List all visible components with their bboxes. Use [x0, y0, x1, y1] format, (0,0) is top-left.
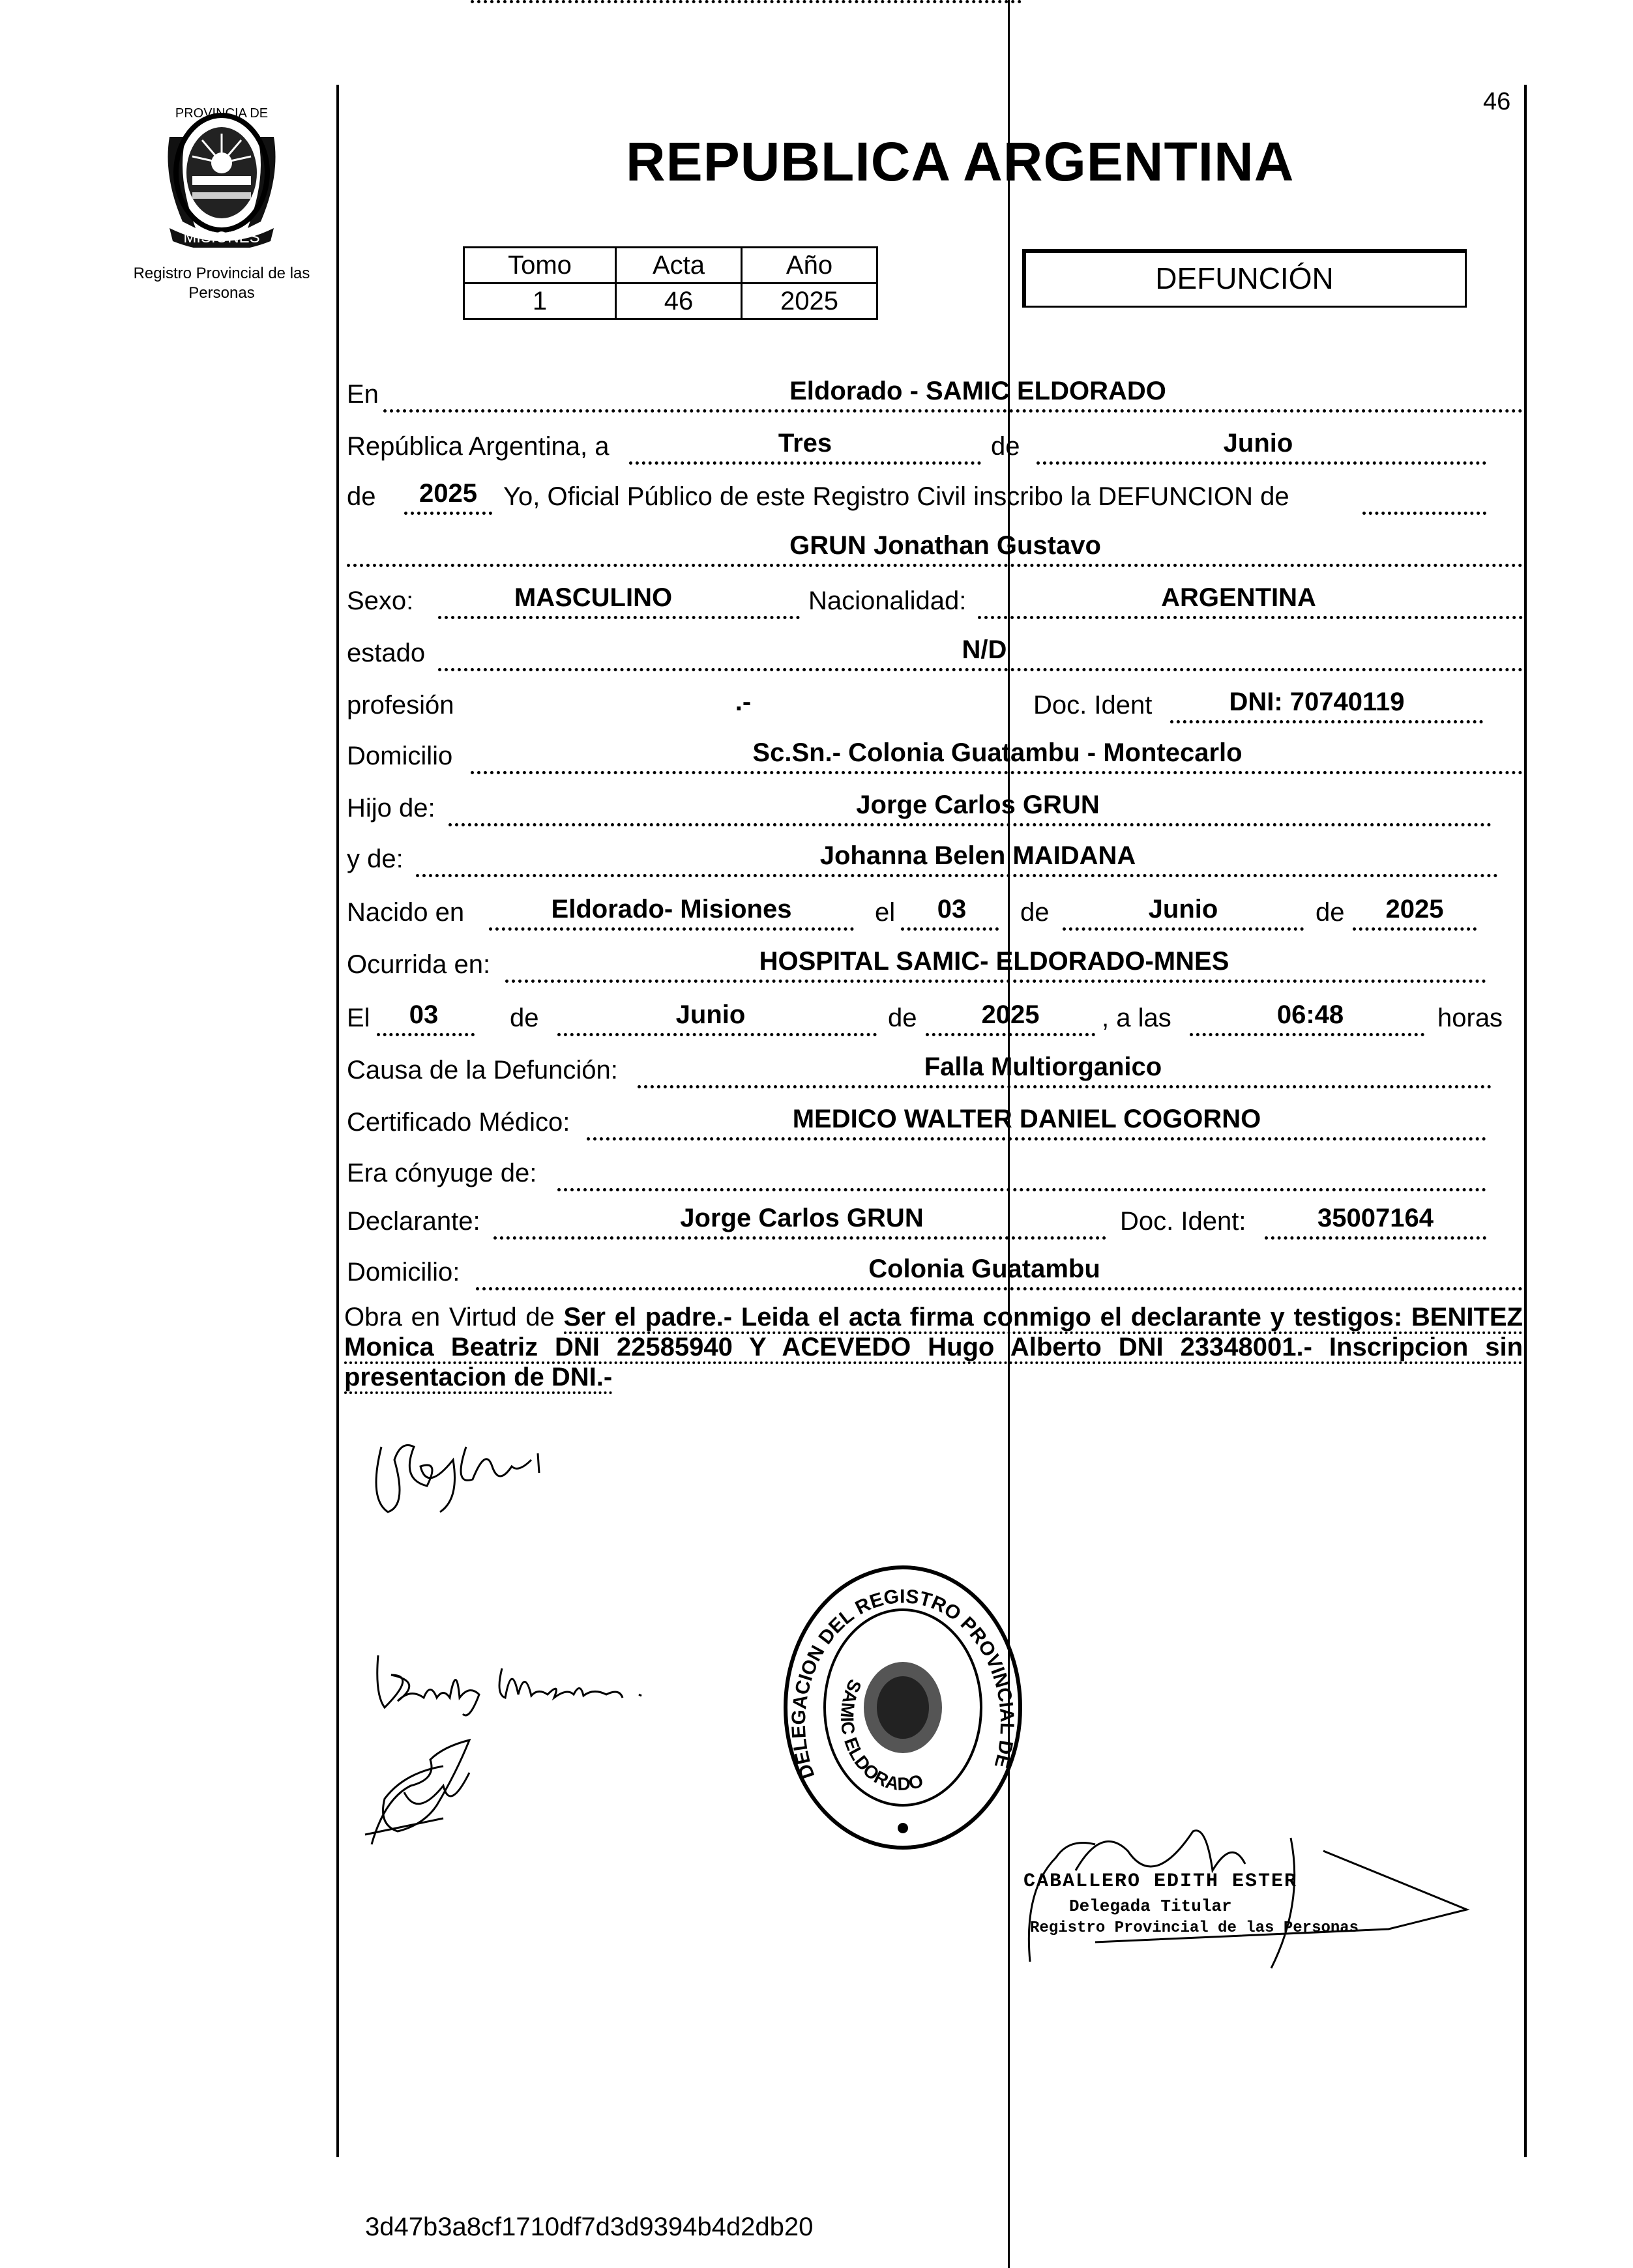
line-birth-year	[1353, 927, 1477, 931]
line-father	[449, 823, 1492, 826]
line-doc	[1170, 720, 1483, 723]
signature-declarant	[362, 1421, 557, 1525]
value-tomo: 1	[464, 284, 616, 319]
father: Jorge Carlos GRUN	[856, 791, 1100, 819]
right-margin-line	[1524, 85, 1527, 2157]
line-nationality	[978, 616, 1523, 619]
label-de-2: de	[347, 482, 376, 511]
profession: .-	[735, 688, 752, 716]
death-month: Junio	[675, 1000, 746, 1029]
signature-witness-benitez	[365, 1636, 652, 1721]
label-el-2: El	[347, 1004, 370, 1032]
official-name: CABALLERO EDITH ESTER	[1023, 1870, 1298, 1893]
seal-text-top: PROVINCIA DE	[175, 106, 269, 121]
line-birth-place	[489, 927, 854, 931]
deceased-name: GRUN Jonathan Gustavo	[789, 531, 1101, 560]
line-day	[629, 461, 981, 465]
line-month	[1037, 461, 1486, 465]
line-address	[471, 771, 1523, 774]
official-role: Delegada Titular	[1069, 1897, 1232, 1916]
label-yo-oficial: Yo, Oficial Público de este Registro Civil inscribo la DEFUNCION de	[503, 482, 1289, 511]
declarant-address: Colonia Guatambu	[868, 1255, 1100, 1283]
line-name	[347, 564, 1523, 567]
label-sexo: Sexo:	[347, 587, 414, 615]
label-de-5: de	[510, 1004, 539, 1032]
stamp-ring-text: DELEGACION DEL REGISTRO PROVINCIAL DE	[787, 1586, 1018, 1782]
label-y-de: y de:	[347, 845, 404, 873]
death-time: 06:48	[1276, 1000, 1344, 1029]
year: 2025	[419, 479, 477, 508]
header-tomo: Tomo	[464, 248, 616, 284]
line-death-day	[377, 1033, 475, 1036]
line-profession	[471, 0, 1022, 3]
stamp-inner-text: SAMIC ELDORADO	[836, 1676, 926, 1794]
label-de-3: de	[1020, 898, 1050, 927]
province-seal	[156, 98, 287, 248]
obra-text: Ser el padre.- Leida el acta firma conmigo el declarante y testigos: BENITEZ Monica Beatriz DNI 22585940 Y ACEVEDO Hugo Alberto DNI 23348001.- Inscripcion sin presentacion de DNI.-	[344, 1303, 1523, 1394]
label-declarante: Declarante:	[347, 1207, 480, 1236]
header-acta: Acta	[616, 248, 742, 284]
nationality: ARGENTINA	[1161, 583, 1316, 612]
line-after-de	[1362, 512, 1486, 515]
page-number: 46	[1483, 88, 1511, 115]
label-profesion: profesión	[347, 691, 454, 720]
label-estado: estado	[347, 639, 426, 667]
civil-status: N/D	[962, 635, 1007, 664]
obra-paragraph	[344, 1302, 1523, 1392]
line-death-time	[1190, 1033, 1424, 1036]
document-hash: 3d47b3a8cf1710df7d3d9394b4d2db20	[365, 2213, 814, 2241]
label-certificado: Certificado Médico:	[347, 1108, 570, 1137]
sex: MASCULINO	[514, 583, 673, 612]
medical-certificate: MEDICO WALTER DANIEL COGORNO	[792, 1105, 1261, 1133]
line-death-place	[505, 980, 1486, 983]
line-status	[438, 668, 1523, 671]
line-sex	[438, 616, 800, 619]
line-declarant	[493, 1236, 1106, 1240]
line-place	[383, 409, 1523, 413]
label-de-6: de	[888, 1004, 917, 1032]
label-obra: Obra en Virtud de	[344, 1303, 555, 1331]
line-mother	[416, 874, 1498, 877]
line-cause	[638, 1085, 1492, 1088]
mother: Johanna Belen MAIDANA	[819, 841, 1136, 870]
signature-witness-acevedo	[346, 1721, 515, 1851]
birth-day: 03	[937, 895, 967, 923]
value-acta: 46	[616, 284, 742, 319]
line-declarant-address	[476, 1287, 1523, 1290]
label-domicilio-2: Domicilio:	[347, 1258, 460, 1287]
left-margin-line	[336, 85, 339, 2157]
value-anio: 2025	[742, 284, 877, 319]
doc-ident: DNI: 70740119	[1229, 688, 1405, 716]
label-de-1: de	[991, 432, 1020, 461]
birth-month: Junio	[1148, 895, 1218, 923]
death-year: 2025	[981, 1000, 1040, 1029]
act-type: DEFUNCIÓN	[1155, 261, 1334, 295]
declarant-doc: 35007164	[1317, 1204, 1434, 1232]
label-causa: Causa de la Defunción:	[347, 1056, 618, 1084]
registry-stamp	[779, 1561, 1027, 1854]
label-de-4: de	[1316, 898, 1345, 927]
line-birth-day	[901, 927, 999, 931]
label-nacionalidad: Nacionalidad:	[808, 587, 967, 615]
line-spouse	[557, 1188, 1486, 1191]
label-domicilio: Domicilio	[347, 742, 453, 770]
month: Junio	[1223, 429, 1293, 458]
death-place: HOSPITAL SAMIC- ELDORADO-MNES	[759, 947, 1229, 976]
label-doc-ident: Doc. Ident	[1033, 691, 1153, 720]
label-el-1: el	[875, 898, 896, 927]
record-table	[463, 246, 878, 320]
label-conyuge: Era cónyuge de:	[347, 1159, 537, 1187]
label-hijo-de: Hijo de:	[347, 794, 435, 822]
header-anio: Año	[742, 248, 877, 284]
registry-name: Registro Provincial de las Personas	[133, 265, 310, 302]
birth-year: 2025	[1385, 895, 1444, 923]
label-en: En	[347, 380, 379, 409]
label-republica: República Argentina, a	[347, 432, 610, 461]
death-day: 03	[409, 1000, 439, 1029]
address: Sc.Sn.- Colonia Guatambu - Montecarlo	[752, 738, 1243, 767]
line-declarant-doc	[1265, 1236, 1486, 1240]
birth-place: Eldorado- Misiones	[551, 895, 792, 923]
cause: Falla Multiorganico	[924, 1053, 1162, 1081]
seal-text-bottom: MISIONES	[183, 229, 260, 246]
line-certificate	[587, 1137, 1486, 1141]
label-horas: horas	[1437, 1004, 1503, 1032]
line-death-month	[557, 1033, 877, 1036]
place: Eldorado - SAMIC ELDORADO	[789, 377, 1166, 405]
label-a-las: , a las	[1102, 1004, 1171, 1032]
line-year	[404, 512, 492, 515]
label-nacido-en: Nacido en	[347, 898, 465, 927]
act-type-box	[1022, 249, 1467, 308]
label-ocurrida-en: Ocurrida en:	[347, 950, 491, 979]
country-title: REPUBLICA ARGENTINA	[626, 131, 1295, 192]
day-text: Tres	[778, 429, 832, 458]
line-death-year	[926, 1033, 1095, 1036]
label-doc-ident-2: Doc. Ident:	[1120, 1207, 1246, 1236]
line-birth-month	[1063, 927, 1304, 931]
declarant: Jorge Carlos GRUN	[680, 1204, 924, 1232]
official-org: Registro Provincial de las Personas	[1030, 1919, 1359, 1937]
